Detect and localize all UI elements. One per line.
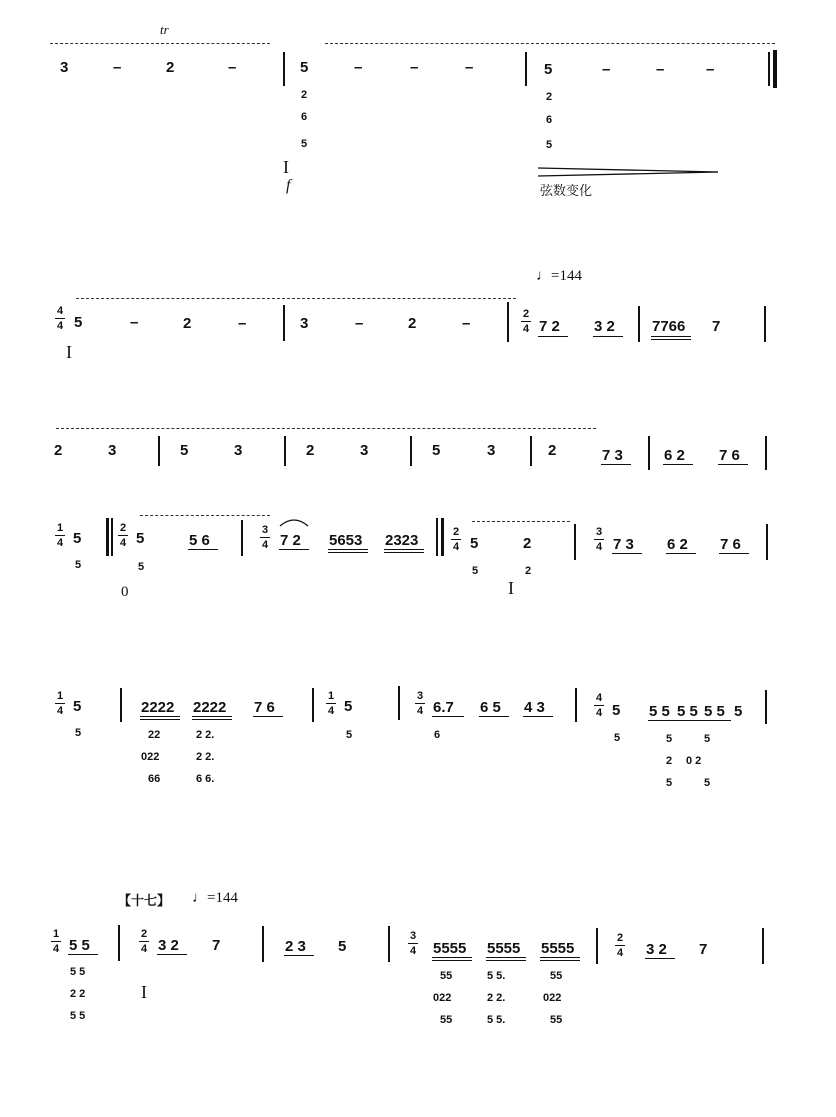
underline — [432, 960, 472, 961]
barline — [158, 436, 160, 466]
underline — [432, 716, 464, 717]
underline — [601, 464, 631, 465]
underline — [540, 957, 580, 958]
low-note: 6 6. — [196, 773, 215, 785]
repeat-barline — [106, 518, 109, 556]
time-signature: 1 4 — [56, 690, 64, 717]
note: 2 — [54, 442, 63, 459]
barline — [765, 436, 767, 470]
barline — [648, 436, 650, 470]
underline — [593, 336, 623, 337]
note-group: 6 5 — [480, 699, 501, 716]
position-mark: I — [508, 578, 514, 598]
barline — [118, 925, 120, 961]
note-group: 5555 — [487, 940, 521, 957]
chord-note: 6 — [546, 114, 553, 126]
note-group: 5 6 — [189, 532, 210, 549]
underline — [486, 960, 526, 961]
barline — [766, 524, 768, 560]
barline — [638, 306, 640, 342]
low-note: 5 — [666, 777, 673, 789]
note-group: 7 3 — [602, 447, 623, 464]
note: 5 — [470, 535, 479, 552]
note: 5 — [344, 698, 353, 715]
low-note: 022 — [141, 751, 160, 763]
time-signature: 1 4 — [56, 522, 64, 549]
low-note: 5 — [138, 561, 145, 573]
underline — [157, 954, 187, 955]
low-note: 22 — [148, 729, 161, 741]
low-note: 6 — [434, 729, 441, 741]
underline — [676, 720, 704, 721]
underline — [645, 958, 675, 959]
note: 5 — [432, 442, 441, 459]
time-signature: 2 4 — [522, 308, 530, 335]
barline — [398, 686, 400, 720]
tempo-mark: ♩=144 — [536, 268, 582, 284]
note: 7 — [712, 318, 721, 335]
time-signature: 3 4 — [595, 526, 603, 553]
low-note: 5 5. — [487, 970, 506, 982]
note: 2 — [523, 535, 532, 552]
note-group: 5555 — [541, 940, 575, 957]
barline — [410, 436, 412, 466]
note: 2 — [183, 315, 192, 332]
underline — [432, 957, 472, 958]
low-note: 55 — [440, 1014, 453, 1026]
note: 3 — [360, 442, 369, 459]
underline — [284, 955, 314, 956]
dynamic-mark: f — [286, 177, 291, 194]
tie-line — [56, 428, 596, 429]
decrescendo-wedge — [538, 166, 720, 178]
underline — [192, 716, 232, 717]
underline — [538, 336, 568, 337]
barline — [283, 52, 285, 86]
low-note: 55 — [550, 1014, 563, 1026]
low-note: 5 — [704, 733, 711, 745]
note-group: 5653 — [329, 532, 363, 549]
barline — [241, 520, 243, 556]
tie-line — [325, 43, 775, 44]
low-note: 5 — [614, 732, 621, 744]
note-dash: – — [462, 315, 471, 332]
note-group: 7 6 — [719, 447, 740, 464]
note-dash: – — [228, 59, 237, 76]
slur — [278, 516, 312, 528]
barline — [283, 305, 285, 341]
note: 5 — [300, 59, 309, 76]
low-note: 55 — [550, 970, 563, 982]
note-group: 6 2 — [664, 447, 685, 464]
barline — [388, 926, 390, 962]
note: 2 — [548, 442, 557, 459]
note-group: 6 2 — [667, 536, 688, 553]
note: 3 — [234, 442, 243, 459]
underline — [479, 716, 509, 717]
time-signature: 2 4 — [616, 932, 624, 959]
underline — [612, 553, 642, 554]
repeat-barline — [441, 518, 444, 556]
low-note: 2 2. — [196, 729, 215, 741]
time-signature: 4 4 — [595, 692, 603, 719]
low-note: 5 5 — [70, 966, 86, 978]
final-barline-thin — [768, 52, 770, 86]
note-group: 5 5 — [677, 703, 698, 720]
note: 7 — [699, 941, 708, 958]
note-dash: – — [113, 59, 122, 76]
underline — [663, 464, 693, 465]
time-signature: 2 4 — [140, 928, 148, 955]
position-mark: I — [283, 157, 289, 177]
note-group: 7 2 — [539, 318, 560, 335]
note-group: 2222 — [193, 699, 227, 716]
underline — [384, 549, 424, 550]
low-note: 022 — [433, 992, 452, 1004]
low-note: 5 — [75, 727, 82, 739]
underline — [540, 960, 580, 961]
note: 3 — [487, 442, 496, 459]
low-note: 022 — [543, 992, 562, 1004]
note-group: 7 2 — [280, 532, 301, 549]
note: 5 — [734, 703, 743, 720]
position-mark: I — [141, 982, 147, 1002]
note: 5 — [136, 530, 145, 547]
barline — [764, 306, 766, 342]
note-group: 5 5 — [649, 703, 670, 720]
note-group: 3 2 — [646, 941, 667, 958]
tie-line — [76, 298, 516, 299]
underline — [140, 716, 180, 717]
note: 5 — [180, 442, 189, 459]
low-note: 66 — [148, 773, 161, 785]
low-note: 5 — [666, 733, 673, 745]
underline — [192, 719, 232, 720]
barline — [574, 524, 576, 560]
chord-note: 5 — [546, 139, 553, 151]
note: 5 — [338, 938, 347, 955]
final-barline-thick — [773, 50, 777, 88]
note-dash: – — [706, 61, 715, 78]
low-note: 2 2. — [196, 751, 215, 763]
repeat-barline — [436, 518, 438, 556]
low-note: 5 5 — [70, 1010, 86, 1022]
underline — [703, 720, 731, 721]
barline — [120, 688, 122, 722]
note-group: 5555 — [433, 940, 467, 957]
repeat-barline — [111, 518, 113, 556]
note-group: 6.7 — [433, 699, 454, 716]
note-group: 3 2 — [158, 937, 179, 954]
chord-note: 2 — [301, 89, 308, 101]
barline — [575, 688, 577, 722]
low-note: 5 — [704, 777, 711, 789]
time-signature: 2 4 — [452, 526, 460, 553]
low-note: 0 2 — [686, 755, 702, 767]
note-dash: – — [656, 61, 665, 78]
barline — [765, 690, 767, 724]
note: 3 — [108, 442, 117, 459]
underline — [328, 549, 368, 550]
underline — [68, 954, 98, 955]
note: 5 — [612, 702, 621, 719]
low-note: 2 — [525, 565, 532, 577]
time-signature: 3 4 — [416, 690, 424, 717]
barline — [312, 688, 314, 722]
time-signature: 1 4 — [52, 928, 60, 955]
note: 5 — [544, 61, 553, 78]
note-group: 7 3 — [613, 536, 634, 553]
barline — [762, 928, 764, 964]
tie-line — [472, 521, 570, 522]
underline — [719, 553, 749, 554]
note-group: 7 6 — [254, 699, 275, 716]
underline — [384, 552, 424, 553]
underline — [140, 719, 180, 720]
note: 5 — [73, 530, 82, 547]
note: 2 — [408, 315, 417, 332]
barline — [262, 926, 264, 962]
low-note: 2 2. — [487, 992, 506, 1004]
barline — [507, 302, 509, 342]
note-group: 7766 — [652, 318, 686, 335]
note-dash: – — [238, 315, 247, 332]
note-group: 5 5 — [704, 703, 725, 720]
note: 5 — [74, 314, 83, 331]
note-dash: – — [354, 59, 363, 76]
position-mark: I — [66, 342, 72, 362]
note-group: 7 6 — [720, 536, 741, 553]
underline — [486, 957, 526, 958]
note-group: 2323 — [385, 532, 419, 549]
time-signature: 4 4 — [56, 305, 64, 332]
tempo-mark: ♩=144 — [192, 890, 238, 906]
note-group: 2222 — [141, 699, 175, 716]
note-group: 5 5 — [69, 937, 90, 954]
section-label: 【十七】 — [118, 894, 171, 909]
chord-note: 2 — [546, 91, 553, 103]
underline — [718, 464, 748, 465]
time-signature: 2 4 — [119, 522, 127, 549]
zero: 0 — [121, 584, 129, 600]
barline — [525, 52, 527, 86]
low-note: 2 — [666, 755, 673, 767]
barline — [530, 436, 532, 466]
low-note: 5 — [472, 565, 479, 577]
underline — [279, 549, 309, 550]
note-group: 3 2 — [594, 318, 615, 335]
time-signature: 3 4 — [409, 930, 417, 957]
note: 5 — [73, 698, 82, 715]
low-note: 2 2 — [70, 988, 86, 1000]
low-note: 5 — [75, 559, 82, 571]
note: 3 — [60, 59, 69, 76]
underline — [651, 339, 691, 340]
note-group: 2 3 — [285, 938, 306, 955]
note-dash: – — [355, 315, 364, 332]
note-dash: – — [602, 61, 611, 78]
trill-mark: tr — [160, 22, 169, 37]
note: 7 — [212, 937, 221, 954]
chord-note: 6 — [301, 111, 308, 123]
barline — [596, 928, 598, 964]
underline — [523, 716, 553, 717]
note: 2 — [306, 442, 315, 459]
chord-note: 5 — [301, 138, 308, 150]
underline — [648, 720, 676, 721]
time-signature: 1 4 — [327, 690, 335, 717]
underline — [253, 716, 283, 717]
note: 3 — [300, 315, 309, 332]
note: 2 — [166, 59, 175, 76]
low-note: 5 — [346, 729, 353, 741]
underline — [328, 552, 368, 553]
low-note: 55 — [440, 970, 453, 982]
trill-line — [50, 43, 270, 44]
underline — [651, 336, 691, 337]
string-change-label: 弦数变化 — [540, 184, 593, 199]
underline — [666, 553, 696, 554]
low-note: 5 5. — [487, 1014, 506, 1026]
note-dash: – — [465, 59, 474, 76]
note-dash: – — [130, 314, 139, 331]
underline — [188, 549, 218, 550]
time-signature: 3 4 — [261, 524, 269, 551]
note-dash: – — [410, 59, 419, 76]
note-group: 4 3 — [524, 699, 545, 716]
barline — [284, 436, 286, 466]
tie-line — [140, 515, 270, 516]
